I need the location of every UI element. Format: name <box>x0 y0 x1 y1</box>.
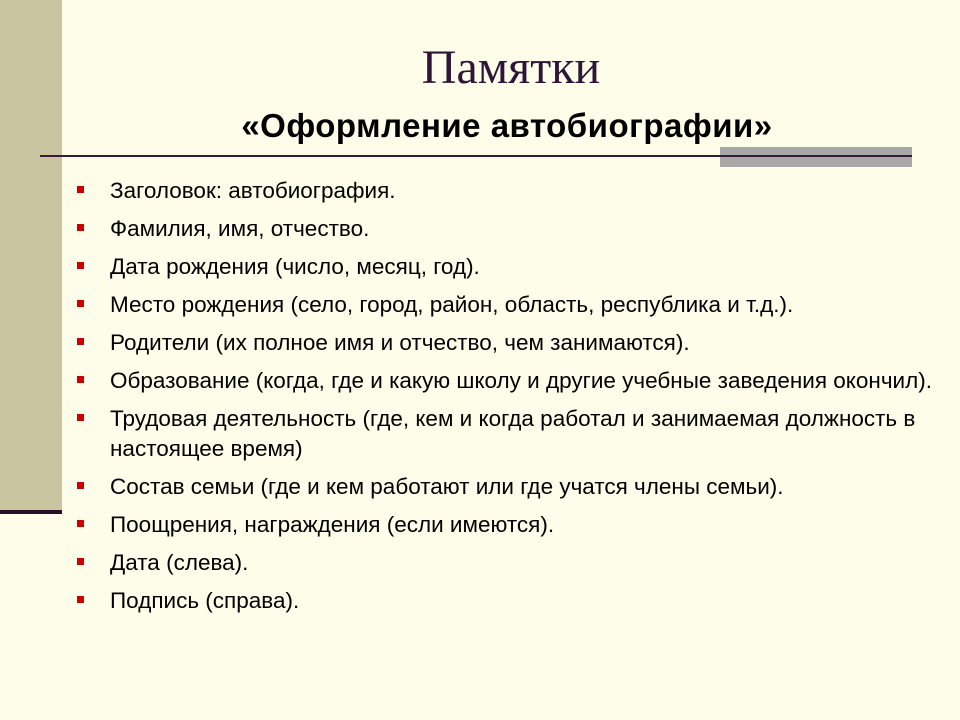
square-bullet-icon <box>77 186 84 193</box>
list-item-text: Родители (их полное имя и отчество, чем занимаются). <box>110 330 690 355</box>
list-item-text: Фамилия, имя, отчество. <box>110 216 370 241</box>
square-bullet-icon <box>77 262 84 269</box>
list-item-text: Заголовок: автобиография. <box>110 178 396 203</box>
list-item-text: Подпись (справа). <box>110 588 300 613</box>
slide-subtitle: «Оформление автобиографии» <box>241 107 773 144</box>
list-item <box>70 214 950 244</box>
list-item-text: Поощрения, награждения (если имеются). <box>110 512 555 537</box>
square-bullet-icon <box>77 558 84 565</box>
title-divider-accent-line <box>720 155 912 157</box>
side-bar-divider <box>0 510 62 514</box>
list-item-text: Место рождения (село, город, район, область, республика и т.д.). <box>110 292 794 317</box>
list-item <box>70 548 950 578</box>
list-item <box>70 176 950 206</box>
square-bullet-icon <box>77 596 84 603</box>
list-item-text: Состав семьи (где и кем работают или где учатся члены семьи). <box>110 474 784 499</box>
list-item <box>70 252 950 282</box>
list-item-text: Дата (слева). <box>110 550 249 575</box>
bullet-list <box>70 176 950 624</box>
square-bullet-icon <box>77 520 84 527</box>
square-bullet-icon <box>77 224 84 231</box>
list-item <box>70 472 950 502</box>
side-decoration-bar <box>0 0 62 512</box>
square-bullet-icon <box>77 300 84 307</box>
list-item-text: Дата рождения (число, месяц, год). <box>110 254 480 279</box>
title-accent-block <box>720 147 912 167</box>
list-item <box>70 366 950 396</box>
list-item <box>70 290 950 320</box>
list-item <box>70 404 950 464</box>
list-item <box>70 586 950 616</box>
square-bullet-icon <box>77 338 84 345</box>
square-bullet-icon <box>77 376 84 383</box>
list-item-text: Трудовая деятельность (где, кем и когда работал и занимаемая должность в настоящее время) <box>110 406 916 461</box>
list-item <box>70 510 950 540</box>
slide-title: Памятки <box>421 41 601 94</box>
list-item-text: Образование (когда, где и какую школу и другие учебные заведения окончил). <box>110 368 932 393</box>
square-bullet-icon <box>77 482 84 489</box>
list-item <box>70 328 950 358</box>
square-bullet-icon <box>77 414 84 421</box>
